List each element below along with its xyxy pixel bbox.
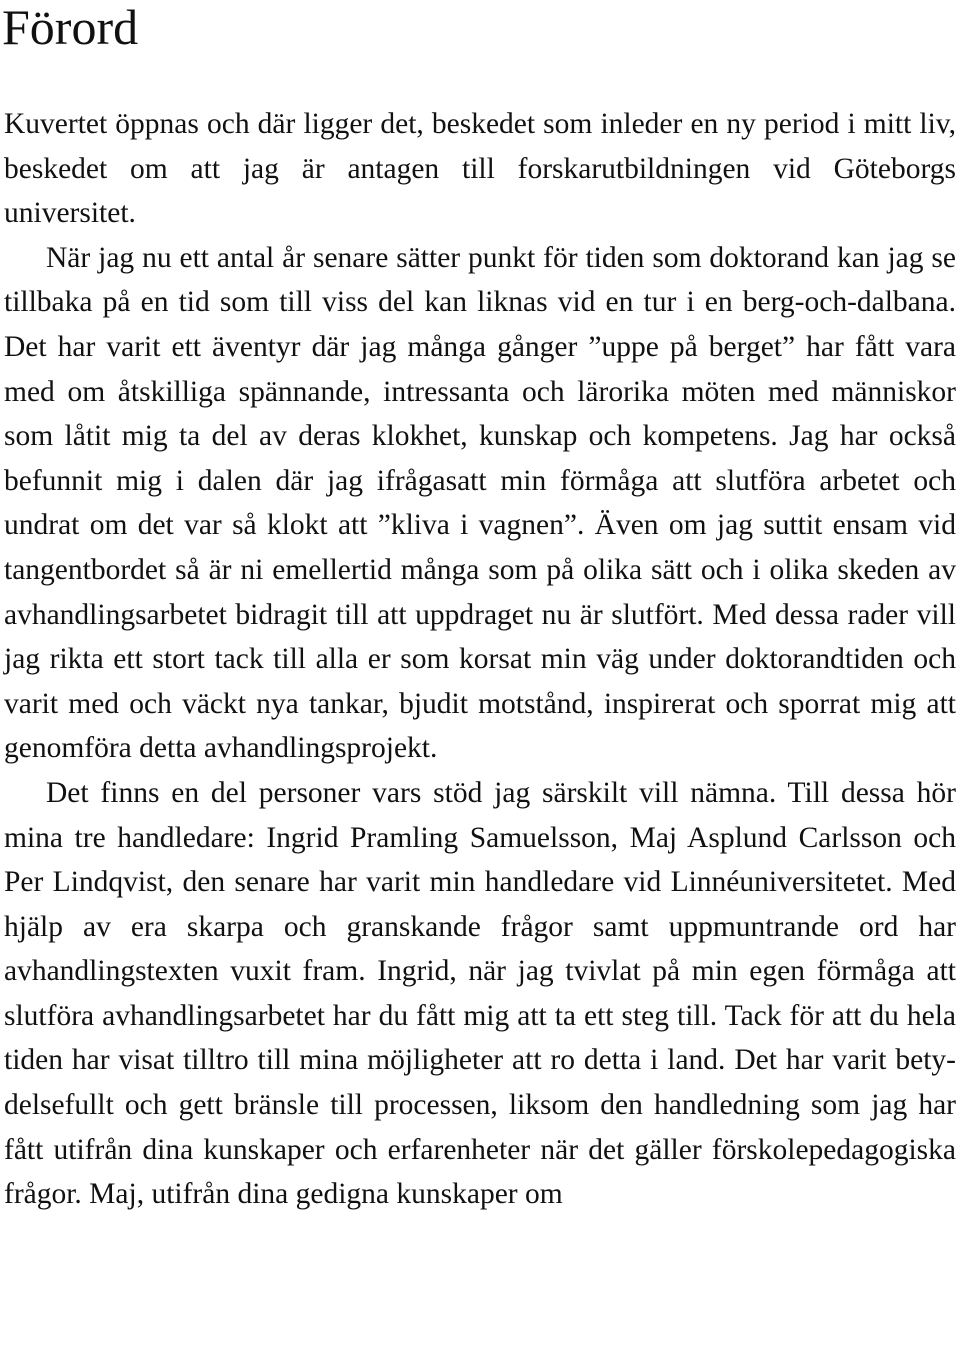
paragraph-2: När jag nu ett antal år senare sätter punkt för tiden som doktorand kan jag se tillbaka på en tid som till viss del kan liknas vid en tur i en berg-och-dalbana. Det har varit ett äventyr där jag många gånger ”uppe på berget” har fått vara med om åtskilliga spännande, intressanta och lärorika möten med människor som låtit mig ta del av deras klokhet, kunskap och kompetens. Jag har också befunnit mig i dalen där jag ifrågasatt min förmåga att slutföra arbetet och undrat om det var så klokt att ”kliva i vagnen”. Även om jag suttit ensam vid tangentbordet så är ni emellertid många som på olika sätt och i olika skeden av avhandlingsarbetet bidragit till att uppdraget nu är slutfört. Med dessa rader vill jag rikta ett stort tack till alla er som korsat min väg under doktorandtiden och varit med och väckt nya tankar, bjudit motstånd, inspirerat och sporrat mig att genomföra detta avhandlingsprojekt. [4, 241, 956, 765]
paragraph-3: Det finns en del personer vars stöd jag särskilt vill nämna. Till dessa hör mina tre handledare: Ingrid Pramling Samuelsson, Maj Asplund Carlsson och Per Lindqvist, den senare har varit min handledare vid Linnéuniversitetet. Med hjälp av era skarpa och granskande frågor samt uppmuntrande ord har avhandlingstexten vuxit fram. Ingrid, när jag tvivlat på min egen förmåga att slutföra avhandlingsarbetet har du fått mig att ta ett steg till. Tack för att du hela tiden har visat tilltro till mina möjligheter att ro detta i land. Det har varit betydelsefullt och gett bränsle till processen, liksom den handledning som jag har fått utifrån dina kunskaper och erfarenheter när det gäller förskolepedagogiska frågor. Maj, utifrån dina gedigna kunskaper om [4, 776, 956, 1211]
body-text [4, 102, 956, 1217]
paragraph-1: Kuvertet öppnas och där ligger det, beskedet som inleder en ny period i mitt liv, beskedet om att jag är antagen till forskarutbildningen vid Göteborgs universitet. [4, 108, 956, 230]
page-title: Förord [2, 0, 139, 55]
